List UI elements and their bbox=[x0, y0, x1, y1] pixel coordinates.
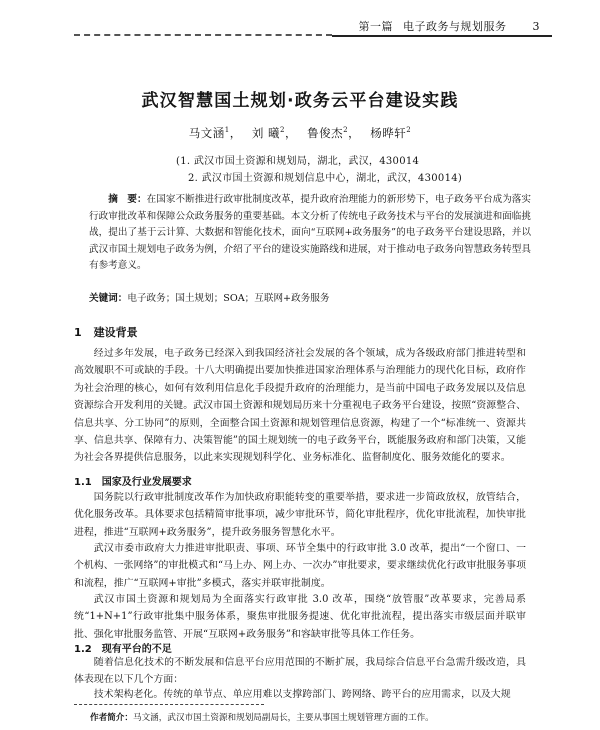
abstract-text: 在国家不断推进行政审批制度改革，提升政府治理能力的新形势下，电子政务平台成为落实行政审批改革和保障公众政务服务的重要基础。本文分析了传统电子政务技术与平台的发展演进和面临挑战，提出了基于云计算、大数据和智能化技术，面向“互联网+政务服务”的电子政务平台建设思路，并以武汉市国土规划电子政务为例，介绍了平台的建设实施路线和进展，对于推动电子政务向智慧政务转型具有参考意义。 bbox=[89, 194, 532, 272]
abstract-label: 摘 要： bbox=[108, 194, 147, 205]
author-list bbox=[0, 125, 600, 141]
header-rule bbox=[332, 35, 552, 37]
keywords bbox=[89, 290, 329, 304]
paper-title: 武汉智慧国土规划·政务云平台建设实践 bbox=[141, 91, 459, 111]
running-header bbox=[353, 18, 541, 34]
subsection-number: 1.1 bbox=[74, 477, 92, 488]
page-number: 3 bbox=[532, 20, 540, 33]
section-heading bbox=[74, 324, 138, 340]
header-section: 电子政务与规划服务 bbox=[403, 20, 507, 33]
body-paragraph: 技术架构老化。传统的单节点、单应用难以支撑跨部门、跨网络、跨平台的应用需求，以及大规 bbox=[93, 689, 511, 700]
author-affil-mark: 1 bbox=[224, 126, 230, 135]
author-affil-mark: 2 bbox=[343, 126, 349, 135]
author bbox=[370, 126, 411, 140]
footnote-rule bbox=[74, 704, 264, 705]
author-name: 杨晔轩 bbox=[370, 126, 407, 140]
body-paragraph: 经过多年发展，电子政务已经深入到我国经济社会发展的各个领域，成为各级政府部门推进转型和高效履职不可或缺的手段。十八大明确提出要加快推进国家治理体系与治理能力的现代化目标，政府作为社会治理的核心，如何有效利用信息化手段提升政府的治理能力，是当前中国电子政务发展以及信息资源综合开发利用的关键。武汉市国土资源和规划局历来十分重视电子政务平台建设，按照“资源整合、信息共享、分工协同”的原则，全面整合国土资源和规划管理信息资源，构建了一个“标准统一、资源共享、信息共享、保障有力、决策智能”的国土规划统一的电子政务平台，既能服务政府和部门决策，又能为社会各界提供信息服务，以此来实现规划科学化、业务标准化、监督制度化、服务效能化的要求。 bbox=[74, 348, 526, 464]
author-affil-mark: 2 bbox=[406, 126, 412, 135]
footnote-label: 作者简介： bbox=[90, 713, 133, 723]
subsection-heading bbox=[74, 473, 192, 488]
author-name: 刘 曦 bbox=[251, 126, 281, 140]
header-rule-dashed bbox=[74, 34, 332, 36]
author: 马文涵$^1$， bbox=[188, 126, 242, 140]
body-paragraph: 随着信息化技术的不断发展和信息平台应用范围的不断扩展，我局综合信息平台急需升级改造，具体表现在以下几个方面： bbox=[74, 657, 526, 686]
header-chapter: 第一篇 bbox=[358, 20, 393, 33]
body-paragraph: 国务院以行政审批制度改革作为加快政府职能转变的重要举措，要求进一步简政放权，放管结合，优化服务改革。具体要求包括精简审批事项，减少审批环节，简化审批程序，优化审批流程，加快审批进程，推进“互联网+政务服务”，提升政务服务智慧化水平。 bbox=[74, 492, 526, 538]
author: 刘 曦$^2$， bbox=[251, 126, 297, 140]
affiliation-2: 2. 武汉市国土资源和规划信息中心，湖北，武汉，430014) bbox=[188, 173, 463, 184]
author-name: 鲁俊杰 bbox=[307, 126, 344, 140]
section-title: 建设背景 bbox=[93, 326, 138, 339]
abstract bbox=[89, 192, 531, 275]
section-number: 1 bbox=[74, 326, 82, 339]
keywords-text: 电子政务；国土规划；SOA；互联网+政务服务 bbox=[127, 293, 330, 304]
author: 鲁俊杰$^2$， bbox=[307, 126, 361, 140]
subsection-title: 国家及行业发展要求 bbox=[101, 477, 192, 488]
affiliation-1: (1. 武汉市国土资源和规划局，湖北，武汉，430014 bbox=[176, 156, 420, 167]
body-paragraph: 武汉市国土资源和规划局为全面落实行政审批 3.0 改革，围绕“放管服”改革要求，完善局系统“1+N+1”行政审批集中服务体系，聚焦审批服务提速、优化审批流程，提出落实市级层面并联审批、强化审批服务监管、开展“互联网+政务服务”和容缺审批等具体工作任务。 bbox=[74, 594, 526, 640]
subsection-number: 1.2 bbox=[74, 644, 92, 655]
body-paragraph: 武汉市委市政府大力推进审批职责、事项、环节全集中的行政审批 3.0 改革，提出“一个窗口、一个机构、一张网络”的审批模式和“马上办、网上办、一次办”审批要求，要求继续优化行政审批服务事项和流程，推广“互联网+审批”多模式，落实并联审批制度。 bbox=[74, 543, 526, 589]
author-affil-mark: 2 bbox=[280, 126, 285, 135]
author-footnote bbox=[90, 711, 434, 723]
subsection-title: 现有平台的不足 bbox=[101, 644, 172, 655]
subsection-heading bbox=[74, 640, 172, 655]
author-name: 马文涵 bbox=[188, 126, 225, 140]
footnote-text: 马文涵，武汉市国土资源和规划局副局长，主要从事国土规划管理方面的工作。 bbox=[132, 713, 434, 723]
keywords-label: 关键词： bbox=[89, 293, 128, 304]
